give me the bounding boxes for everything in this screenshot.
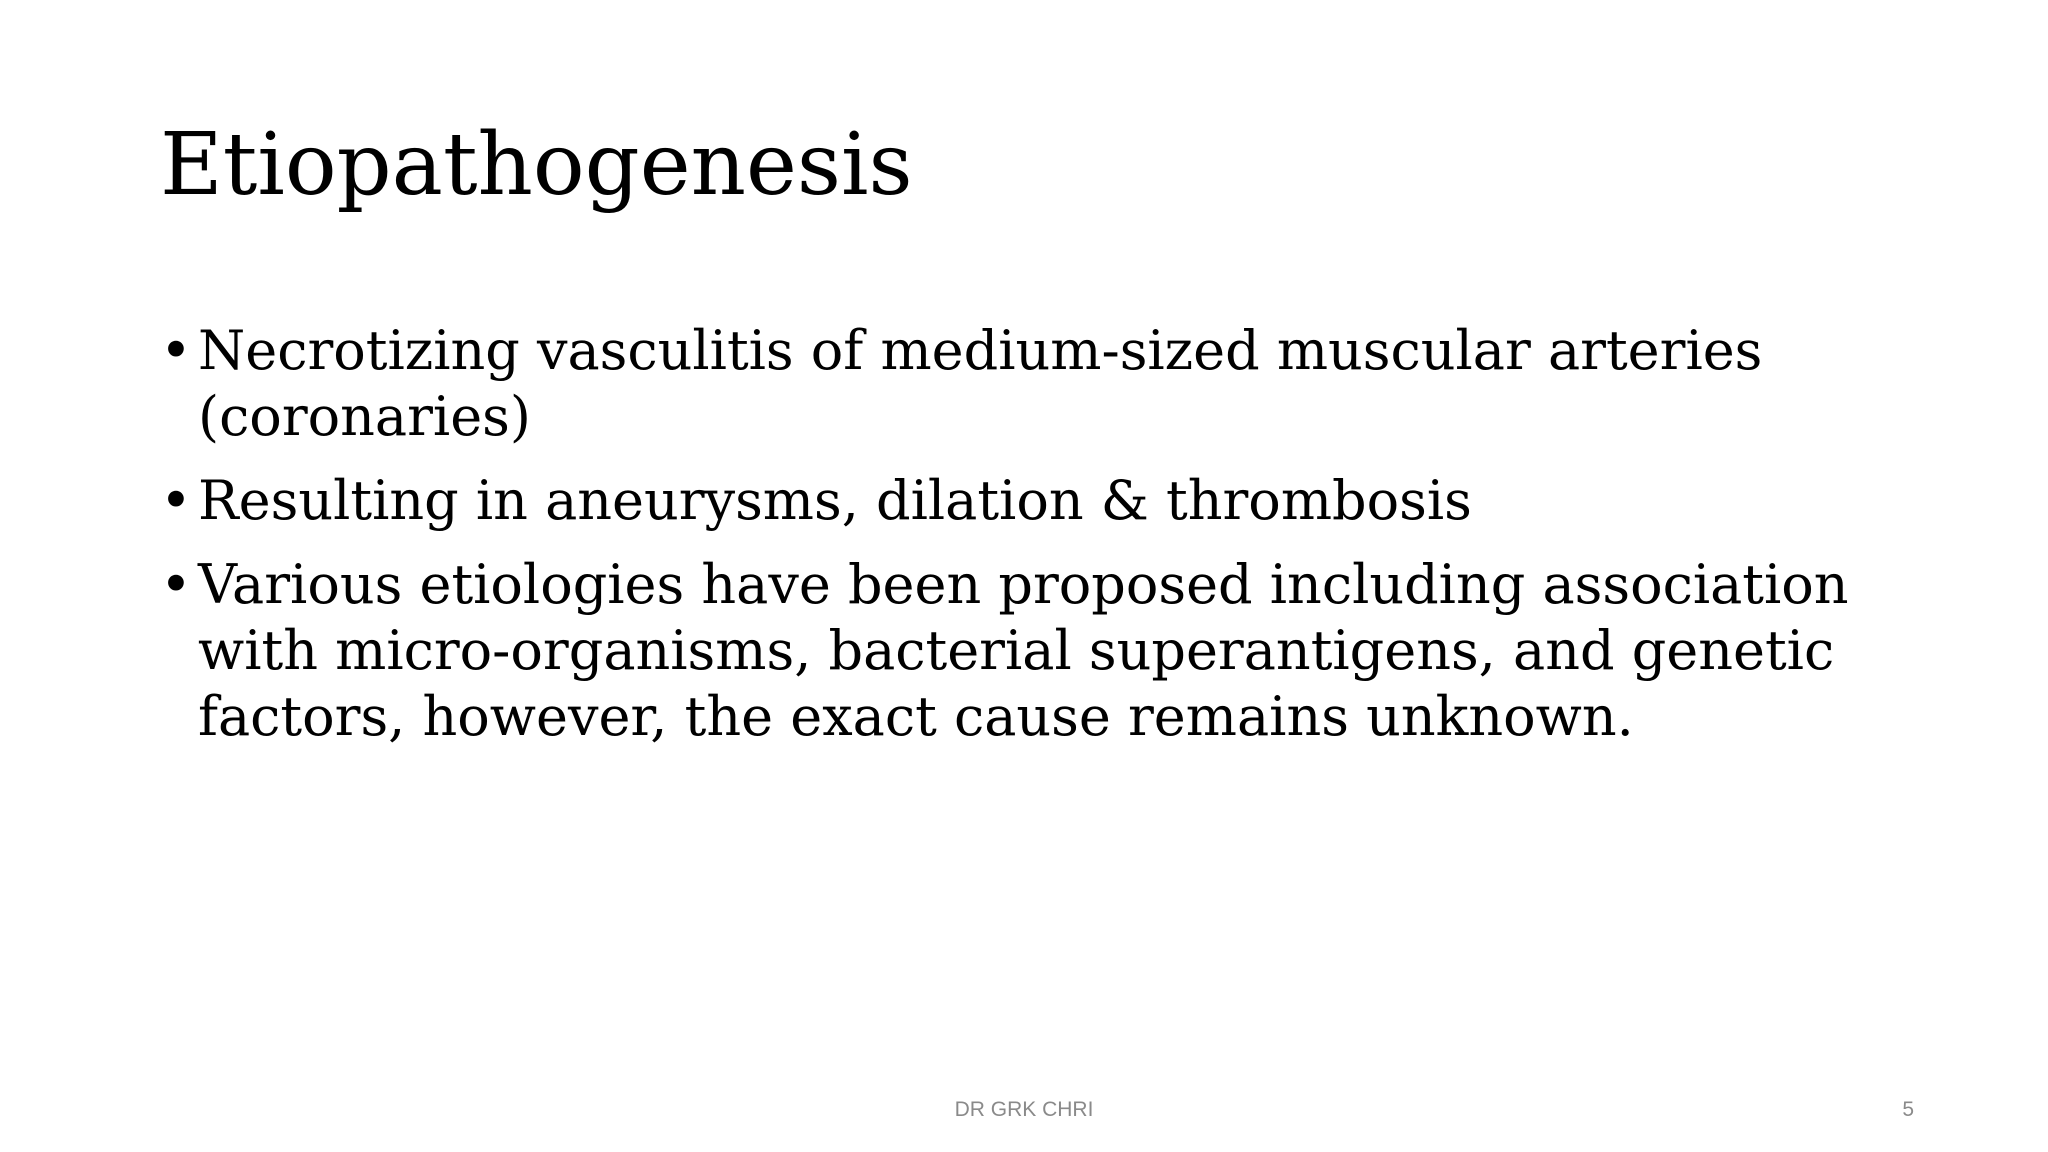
bullet-list	[160, 318, 1860, 768]
bullet-marker: •	[160, 469, 192, 532]
bullet-text: Necrotizing vasculitis of medium-sized muscular arteries (coronaries)	[198, 319, 1763, 448]
bullet-text: Resulting in aneurysms, dilation & thrombosis	[198, 469, 1472, 532]
bullet-item	[160, 552, 1860, 750]
slide-number: 5	[1902, 1098, 1914, 1121]
bullet-item	[160, 318, 1860, 450]
bullet-marker: •	[160, 553, 192, 616]
bullet-item	[160, 468, 1860, 534]
footer-text: DR GRK CHRI	[954, 1098, 1094, 1121]
bullet-marker: •	[160, 319, 192, 382]
slide-title: Etiopathogenesis	[160, 115, 913, 215]
bullet-text: Various etiologies have been proposed including association with micro-organisms, bacterial superantigens, and genetic factors, however, the exact cause remains unknown.	[198, 553, 1849, 748]
